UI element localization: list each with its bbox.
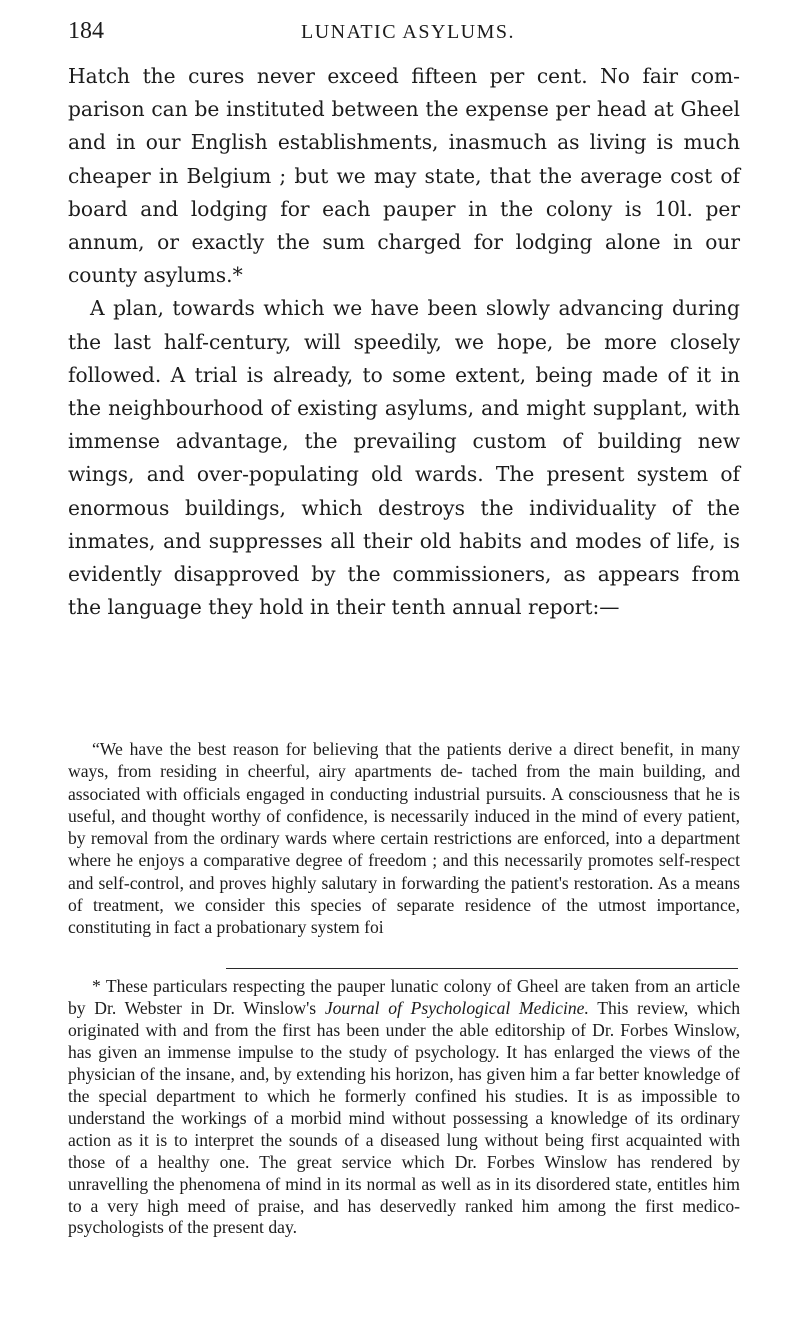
paragraph-2: A plan, towards which we have been slowly advancing during the last half-century, will speedily, we hope, be more closely followed. A trial is already, to some extent, being made of it in the neighbourhood of existing asylums, and might supplant, with immense advantage, the prevailing custom of building new wings, and over-populating old wards. The present system of enormous buildings, which destroys the individuality of the inmates, and suppresses all their old habits and modes of life, is evidently disapproved by the commissioners, as appears from the language they hold in their tenth annual report:— (68, 296, 740, 620)
page-header (68, 18, 740, 58)
footnote-text-part-2: This review, which originated with and from the first has been under the able editorship of Dr. Forbes Winslow, has given an immense impulse to the study of psychology. It has enlarged the views of the physician of the insane, and, by extending his horizon, has given him a far better knowledge of the special department to which he formerly confined his studies. It is as impossible to understand the workings of a morbid mind without possessing a knowledge of its ordinary action as it is to interpret the sounds of a diseased lung without being first acquainted with those of a healthy one. The great service which Dr. Forbes Winslow has rendered by unravelling the phenomena of mind in its normal as well as in its disordered state, entitles him to a very high meed of praise, and has deservedly ranked him among the first medico- psychologists of the present day. (68, 997, 740, 1238)
page-number: 184 (68, 18, 104, 44)
running-title: LUNATIC ASYLUMS. (300, 21, 516, 43)
journal-title: Journal of Psychological Medicine. (324, 997, 589, 1018)
main-text (68, 60, 740, 624)
footnote-separator-rule (226, 968, 738, 969)
footnote (68, 976, 740, 1239)
paragraph-1: Hatch the cures never exceed fifteen per cent. No fair com- parison can be instituted between the expense per head at Gheel and in our English establishments, inasmuch as living is much cheaper in Belgium ; but we may state, that the average cost of board and lodging for each pauper in the colony is 10l. per annum, or exactly the sum charged for lodging alone in our county asylums.* (68, 64, 740, 288)
commissioners-report-quote: “We have the best reason for believing that the patients derive a direct benefit, in many ways, from residing in cheerful, airy apartments de- tached from the main building, and associated with officials engaged in conducting industrial pursuits. A consciousness that he is useful, and thought worthy of confidence, is necessarily induced in the mind of every patient, by removal from the ordinary wards where certain restrictions are enforced, into a department where he enjoys a comparative degree of freedom ; and this necessarily promotes self-respect and self-control, and proves highly salutary in forwarding the patient's restoration. As a means of treatment, we consider this species of separate residence of the utmost importance, constituting in fact a probationary system foi (68, 739, 740, 938)
footnote-text-part-1: * These particulars respecting the pauper lunatic colony of Gheel are taken from an article by Dr. Webster in Dr. Winslow's (68, 976, 740, 1018)
